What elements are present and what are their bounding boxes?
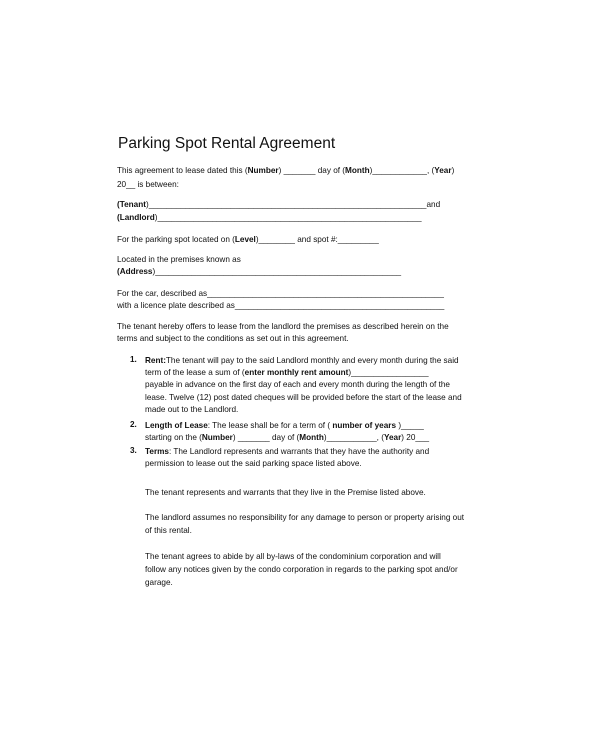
clause-3-line-1 — [145, 446, 429, 457]
parking-level-label: Level — [234, 235, 256, 244]
clause-2-text-3: ) _______ day of ( — [232, 433, 300, 442]
clause-2-year-label: Year — [383, 433, 402, 442]
landlord-blank: )__________________________________________________________ — [154, 213, 422, 222]
car-line-1: For the car, described as____________________________________________________ — [117, 289, 444, 298]
parking-text-a: For the parking spot located on ( — [117, 235, 235, 244]
intro-month-label: Month — [345, 166, 370, 175]
intro-text-c: ) _______ day of ( — [278, 166, 346, 175]
clause-1-text-2: term of the lease a sum of ( — [145, 368, 245, 377]
clause-2-label: Length of Lease — [145, 421, 208, 430]
clause-2-number-label: Number — [201, 433, 233, 442]
terms-paragraph-3-line-2: follow any notices given by the condo corporation in regards to the parking spot and/or — [145, 565, 458, 574]
clause-3-label: Terms — [145, 447, 169, 456]
clause-1-line-2 — [145, 367, 429, 378]
clause-1-line-4: lease. Twelve (12) post dated cheques will be provided before the start of the lease and — [145, 393, 462, 402]
clause-3-text-1: : The Landlord represents and warrants that they have the authority and — [168, 447, 430, 456]
clause-2-years-blank: )_____ — [398, 421, 424, 430]
clause-1-label: Rent: — [145, 356, 166, 365]
clause-2-number: 2. — [130, 420, 137, 429]
clause-2-text-4: )___________, ( — [323, 433, 384, 442]
landlord-line — [117, 212, 422, 223]
clause-1-text-1: The tenant will pay to the said Landlord monthly and every month during the said — [165, 356, 459, 365]
intro-number-label: Number — [247, 166, 279, 175]
intro-text-e: )____________, ( — [369, 166, 435, 175]
clause-1-amount-label: enter monthly rent amount — [244, 368, 349, 377]
terms-paragraph-1: The tenant represents and warrants that they live in the Premise listed above. — [145, 488, 426, 497]
clause-2-years-label: number of years — [330, 421, 399, 430]
clause-1-number: 1. — [130, 355, 137, 364]
clause-2-text-2: starting on the ( — [145, 433, 202, 442]
intro-line-2: 20__ is between: — [117, 180, 179, 189]
clause-1-line-5: made out to the Landlord. — [145, 405, 239, 414]
terms-paragraph-3-line-1: The tenant agrees to abide by all by-laws of the condominium corporation and will — [145, 552, 441, 561]
address-label: (Address — [117, 267, 153, 276]
tenant-label: (Tenant — [117, 200, 146, 209]
offer-line-2: terms and subject to the conditions as set out in this agreement. — [117, 334, 349, 343]
clause-2-month-label: Month — [299, 433, 324, 442]
clause-2-line-2 — [145, 432, 429, 443]
parking-line — [117, 234, 379, 245]
terms-paragraph-3-line-3: garage. — [145, 578, 173, 587]
tenant-line — [117, 199, 440, 210]
premises-line-1: Located in the premises known as — [117, 255, 241, 264]
clause-1-line-1 — [145, 355, 459, 366]
intro-text-g: ) — [451, 166, 455, 175]
intro-year-label: Year — [434, 166, 452, 175]
terms-paragraph-2-line-1: The landlord assumes no responsibility for any damage to person or property arising out — [145, 513, 465, 522]
intro-line-1 — [117, 165, 454, 176]
offer-line-1: The tenant hereby offers to lease from the landlord the premises as described herein on the — [117, 322, 449, 331]
clause-2-text-1: : The lease shall be for a term of ( — [207, 421, 331, 430]
clause-3-number: 3. — [130, 446, 137, 455]
tenant-blank: )_____________________________________________________________and — [145, 200, 441, 209]
address-blank: )______________________________________________________ — [152, 267, 402, 276]
car-line-2: with a licence plate described as______________________________________________ — [117, 301, 445, 310]
document-title: Parking Spot Rental Agreement — [118, 135, 336, 152]
clause-3-line-2: permission to lease out the said parking space listed above. — [145, 459, 362, 468]
clause-1-amount-blank: )_________________ — [348, 368, 429, 377]
clause-1-line-3: payable in advance on the first day of each and every month during the length of the — [145, 380, 450, 389]
landlord-label: (Landlord — [117, 213, 155, 222]
clause-2-text-5: ) 20___ — [401, 433, 430, 442]
parking-text-c: )________ and spot #:_________ — [255, 235, 379, 244]
intro-text-a: This agreement to lease dated this ( — [117, 166, 248, 175]
clause-2-line-1 — [145, 420, 424, 431]
premises-address-line — [117, 266, 401, 277]
terms-paragraph-2-line-2: of this rental. — [145, 526, 192, 535]
